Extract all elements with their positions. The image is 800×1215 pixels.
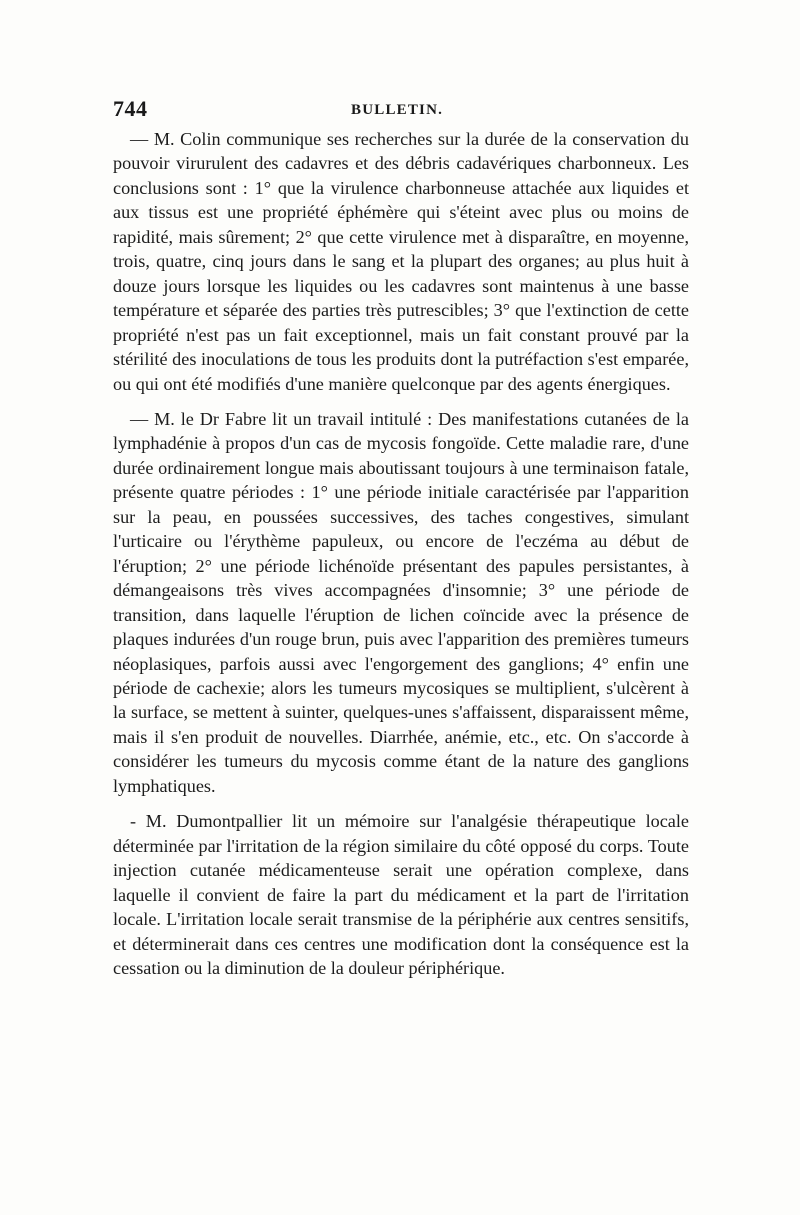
body-text (113, 127, 689, 980)
page-number: 744 (113, 96, 148, 121)
page-header (113, 96, 689, 126)
paragraph-colin: — M. Colin communique ses recherches sur la durée de la conservation du pouvoir virurulent des cadavres et des débris cadavériques charbonneux. Les conclusions sont : 1° que la virulence charbonneuse attachée aux liquides et aux tissus est une propriété éphémère qui s'éteint avec plus ou moins de rapidité, mais sûrement; 2° que cette virulence met à disparaître, en moyenne, trois, quatre, cinq jours dans le sang et la plupart des organes; au plus huit à douze jours lorsque les liquides ou les cadavres sont maintenus à une basse température et séparée des parties très putrescibles; 3° que l'extinction de cette propriété n'est pas un fait exceptionnel, mais un fait constant prouvé par la stérilité des inoculations de tous les produits dont la putréfaction s'est emparée, ou qui ont été modifiés d'une manière quelconque par des agents énergiques. (113, 129, 689, 394)
running-title: BULLETIN. (351, 102, 444, 118)
paragraph-dumontpallier: - M. Dumontpallier lit un mémoire sur l'analgésie thérapeutique locale déterminée par l'irritation de la région similaire du côté opposé du corps. Toute injection cutanée médicamenteuse serait une opération complexe, dans laquelle il convient de faire la part du médicament et la part de l'irritation locale. L'irritation locale serait transmise de la périphérie aux centres sensitifs, et déterminerait dans ces centres une modification dont la conséquence est la cessation ou la diminution de la douleur périphérique. (113, 811, 689, 978)
paragraph-fabre: — M. le Dr Fabre lit un travail intitulé : Des manifestations cutanées de la lymphadénie à propos d'un cas de mycosis fongoïde. Cette maladie rare, d'une durée ordinairement longue mais aboutissant toujours à une terminaison fatale, présente quatre périodes : 1° une période initiale caractérisée par l'apparition sur la peau, en poussées successives, des taches congestives, simulant l'urticaire ou l'érythème papuleux, ou encore de l'eczéma au début de l'éruption; 2° une période lichénoïde présentant des papules persistantes, à démangeaisons très vives accompagnées d'insomnie; 3° une période de transition, dans laquelle l'éruption de lichen coïncide avec la présence de plaques indurées d'un rouge brun, puis avec l'apparition des premières tumeurs néoplasiques, parfois aussi avec l'engorgement des ganglions; 4° enfin une période de cachexie; alors les tumeurs mycosiques se multiplient, s'ulcèrent à la surface, se mettent à suinter, quelques-unes s'affaissent, disparaissent même, mais il s'en produit de nouvelles. Diarrhée, anémie, etc., etc. On s'accorde à considérer les tumeurs du mycosis comme étant de la nature des ganglions lymphatiques. (113, 408, 689, 796)
